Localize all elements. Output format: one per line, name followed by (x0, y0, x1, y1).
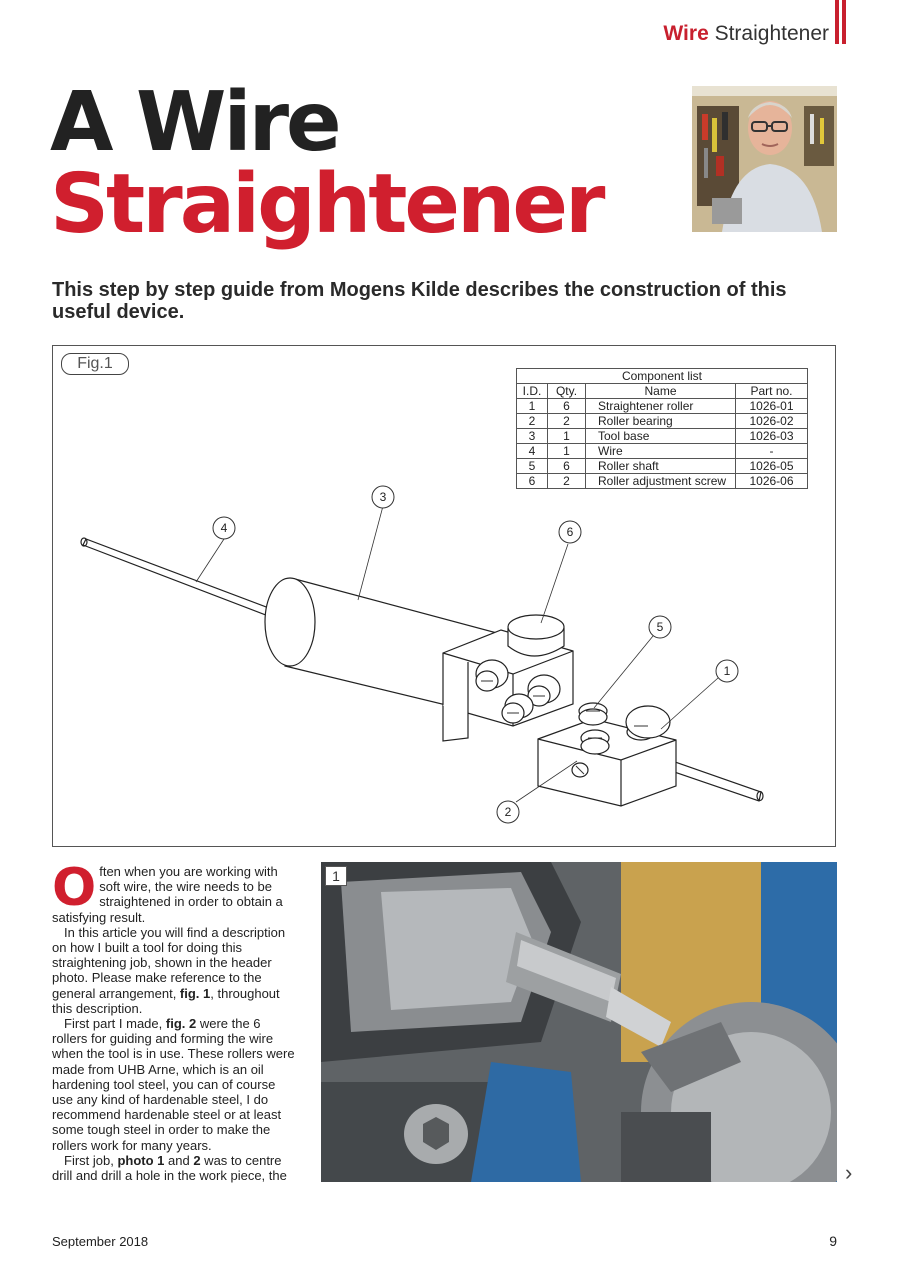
component-list-table (516, 368, 808, 489)
footer-date: September 2018 (52, 1234, 149, 1249)
title-line-1: A Wire (50, 75, 339, 170)
callout-1: 1 (723, 664, 731, 678)
paragraph-1: Often when you are working with soft wire, the wire needs to be straightened in order to obtain a satisfying result. (52, 858, 283, 925)
table-row: 5 6 Roller shaft 1026-05 (517, 459, 808, 474)
table-row: 6 2 Roller adjustment screw 1026-06 (517, 474, 808, 489)
running-head-accent: Wire (663, 22, 709, 45)
callout-3: 3 (379, 490, 387, 504)
photo-1 (321, 862, 837, 1182)
paragraph-3: First part I made, fig. 2 were the 6 rollers for guiding and forming the wire when the tool is in use. These rollers were made from UHB Arne, which is an oil hardening tool steel, you can of course use any kind of hardenable steel, I do recommend hardenable steel or at least some tough steel in order to make the rollers work for many years. (52, 1016, 295, 1153)
table-row: 4 1 Wire - (517, 444, 808, 459)
callout-2: 2 (504, 805, 512, 819)
callout-6: 6 (566, 525, 574, 539)
component-list-caption: Component list (517, 369, 808, 384)
page-number: 9 (829, 1233, 837, 1249)
running-head-text: Straightener (714, 22, 829, 45)
standfirst: This step by step guide from Mogens Kilde describes the construction of this useful device. (52, 279, 787, 323)
running-head-bars (835, 0, 847, 44)
figure-1 (52, 345, 836, 847)
callout-5: 5 (656, 620, 664, 634)
component-list-header: I.D. Qty. Name Part no. (517, 384, 808, 399)
next-page-icon[interactable]: › (845, 1160, 853, 1185)
table-row: 1 6 Straightener roller 1026-01 (517, 399, 808, 414)
callout-4: 4 (220, 521, 228, 535)
article-body (52, 858, 297, 1184)
author-photo (692, 86, 837, 232)
title-line-2: Straightener (50, 157, 603, 252)
article-title (50, 75, 603, 252)
paragraph-4: First job, photo 1 and 2 was to centre drill and drill a hole in the work piece, the (52, 1152, 287, 1184)
paragraph-2: In this article you will find a description on how I built a tool for doing this straightening job, shown in the header photo. Please make reference to the general arrangement, fig. 1, throughout this description. (52, 924, 286, 1016)
dropcap: O (52, 858, 97, 918)
figure-label: Fig.1 (61, 353, 129, 375)
running-head (663, 22, 829, 46)
table-row: 2 2 Roller bearing 1026-02 (517, 414, 808, 429)
table-row: 3 1 Tool base 1026-03 (517, 429, 808, 444)
photo-1-label: 1 (325, 866, 347, 886)
